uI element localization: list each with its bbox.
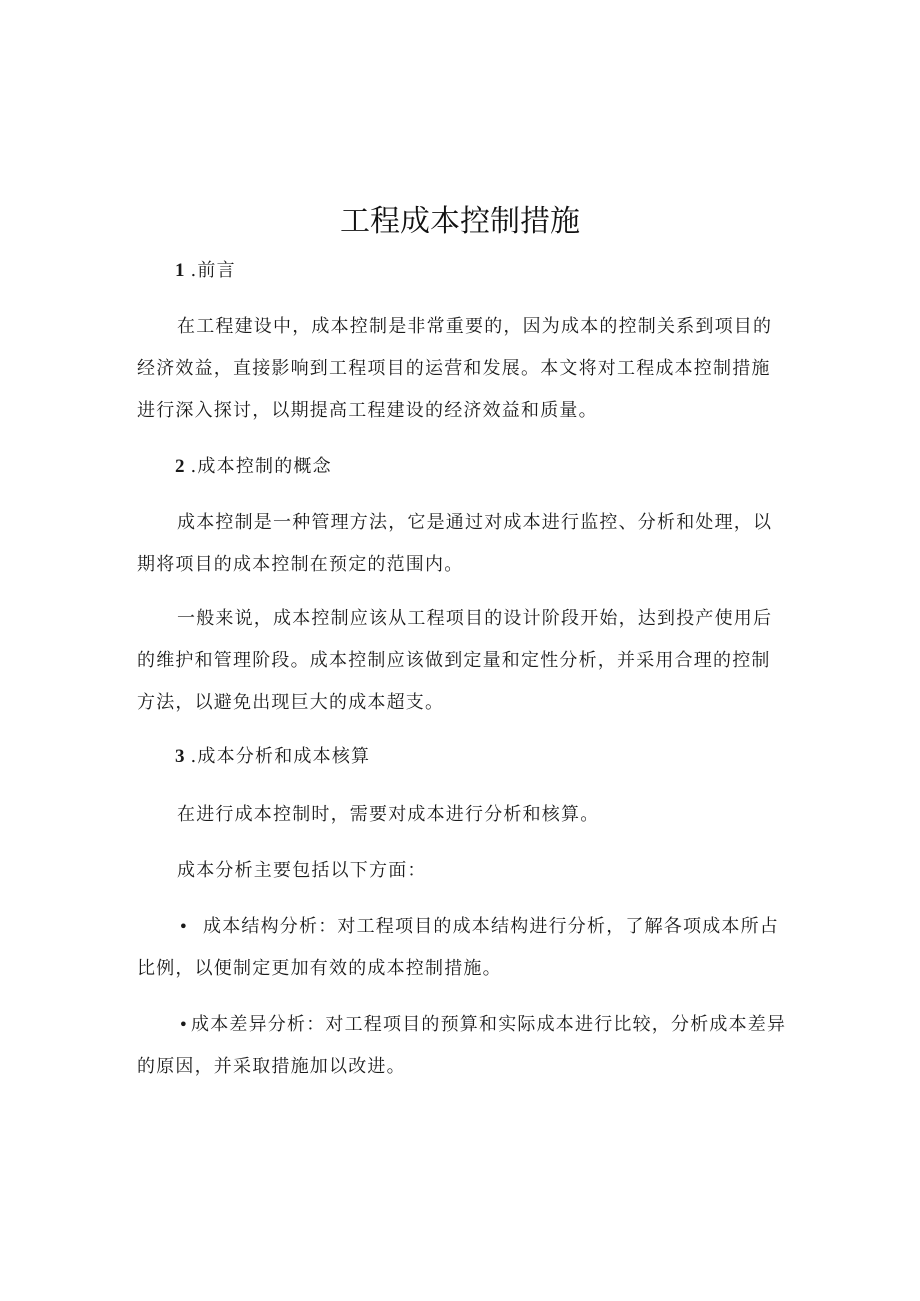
paragraph	[137, 794, 787, 836]
paragraph	[137, 306, 787, 432]
bullet-text: 成本差异分析：对工程项目的预算和实际成本进行比较，分析成本差异的原因，并采取措施加以改进。	[137, 1014, 787, 1077]
bullet-marker: •	[178, 917, 190, 936]
bullet-item	[137, 906, 787, 990]
section-heading-2	[137, 446, 787, 488]
section-heading-1	[137, 250, 787, 292]
section-title: .前言	[190, 260, 236, 281]
section-number: 2	[175, 456, 185, 477]
bullet-item	[137, 1004, 787, 1088]
section-number: 3	[175, 746, 185, 767]
section-number: 1	[175, 260, 185, 281]
bullet-text: 成本结构分析：对工程项目的成本结构进行分析，了解各项成本所占比例，以便制定更加有效的成本控制措施。	[137, 916, 779, 979]
paragraph-text: 一般来说，成本控制应该从工程项目的设计阶段开始，达到投产使用后的维护和管理阶段。成本控制应该做到定量和定性分析，并采用合理的控制方法，以避免出现巨大的成本超支。	[137, 608, 773, 713]
paragraph-text: 成本分析主要包括以下方面：	[177, 860, 427, 881]
section-title: .成本控制的概念	[190, 456, 332, 477]
paragraph	[137, 598, 787, 724]
paragraph-text: 在工程建设中，成本控制是非常重要的，因为成本的控制关系到项目的经济效益，直接影响到工程项目的运营和发展。本文将对工程成本控制措施进行深入探讨，以期提高工程建设的经济效益和质量。	[137, 316, 773, 421]
section-title: .成本分析和成本核算	[190, 746, 371, 767]
paragraph-text: 成本控制是一种管理方法，它是通过对成本进行监控、分析和处理，以期将项目的成本控制在预定的范围内。	[137, 512, 773, 575]
paragraph	[137, 850, 787, 892]
document-title: 工程成本控制措施	[340, 204, 580, 239]
paragraph-text: 在进行成本控制时，需要对成本进行分析和核算。	[177, 804, 600, 825]
section-heading-3	[137, 736, 787, 778]
bullet-marker: •	[178, 1015, 190, 1034]
paragraph	[137, 502, 787, 586]
